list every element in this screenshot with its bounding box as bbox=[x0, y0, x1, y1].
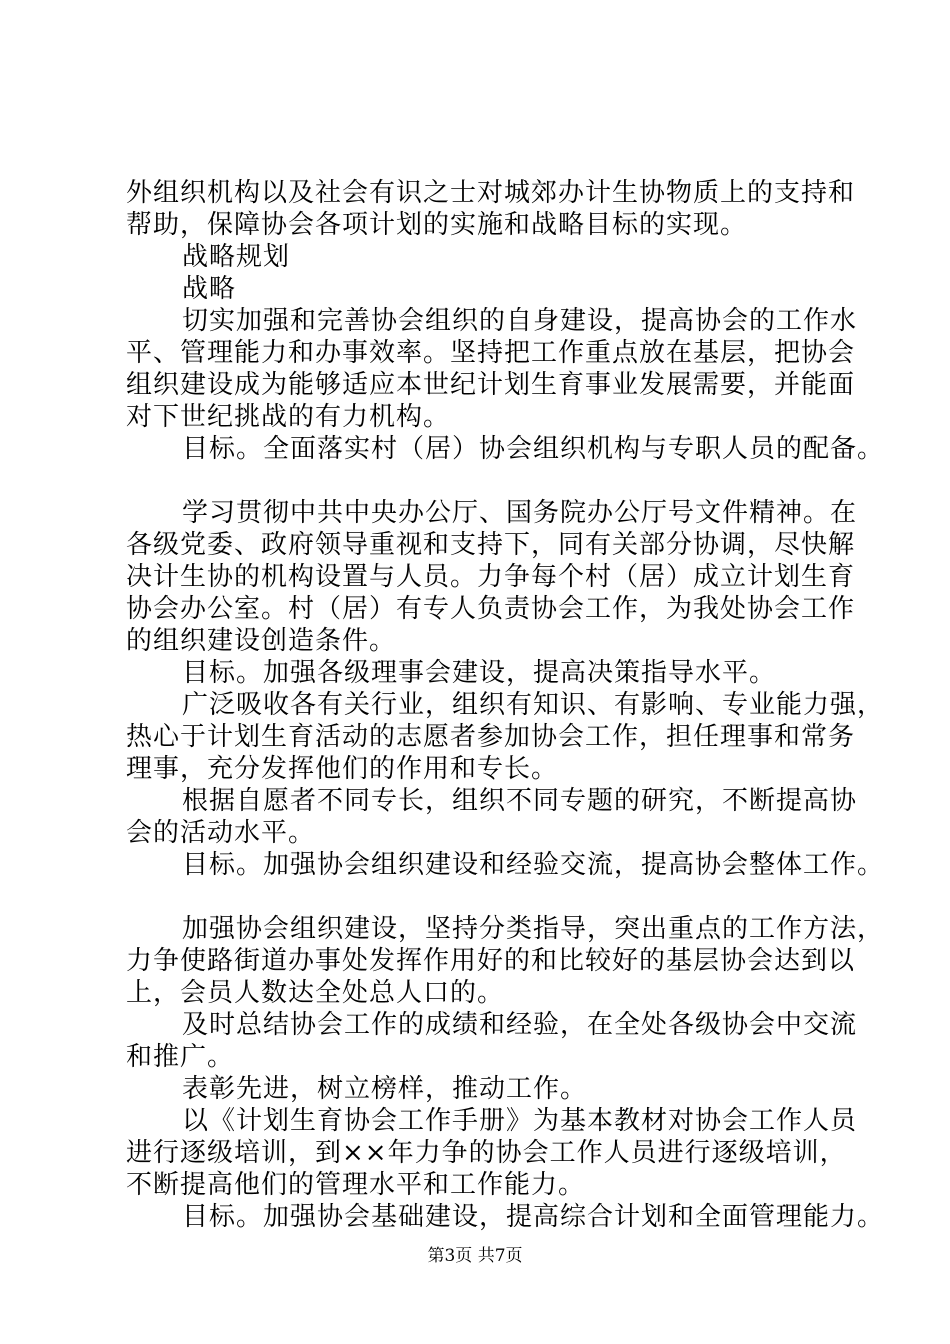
text-line: 战略 bbox=[182, 274, 237, 304]
text-line: 外组织机构以及社会有识之士对城郊办计生协物质上的支持和 bbox=[126, 178, 856, 208]
page-footer: 第3页 共7页 bbox=[427, 1246, 523, 1266]
text-line: 平、管理能力和办事效率。坚持把工作重点放在基层，把协会 bbox=[126, 338, 856, 368]
blank-line bbox=[126, 465, 836, 497]
text-line: 根据自愿者不同专长，组织不同专题的研究，不断提高协 bbox=[182, 786, 858, 816]
text-line: 不断提高他们的管理水平和工作能力。 bbox=[126, 1170, 586, 1200]
blank-line bbox=[126, 881, 836, 913]
text-line: 目标。全面落实村（居）协会组织机构与专职人员的配备。 bbox=[182, 434, 885, 464]
text-line: 进行逐级培训，到××年力争的协会工作人员进行逐级培训， bbox=[126, 1138, 847, 1168]
text-line: 组织建设成为能够适应本世纪计划生育事业发展需要，并能面 bbox=[126, 370, 856, 400]
text-line: 学习贯彻中共中央办公厅、国务院办公厅号文件精神。在 bbox=[182, 498, 858, 528]
text-line: 的组织建设创造条件。 bbox=[126, 626, 397, 656]
text-line: 切实加强和完善协会组织的自身建设，提高协会的工作水 bbox=[182, 306, 858, 336]
text-line: 决计生协的机构设置与人员。力争每个村（居）成立计划生育 bbox=[126, 562, 856, 592]
text-line: 热心于计划生育活动的志愿者参加协会工作，担任理事和常务 bbox=[126, 722, 856, 752]
text-line: 帮助，保障协会各项计划的实施和战略目标的实现。 bbox=[126, 210, 748, 240]
text-line: 及时总结协会工作的成绩和经验，在全处各级协会中交流 bbox=[182, 1010, 858, 1040]
text-line: 会的活动水平。 bbox=[126, 818, 316, 848]
text-line: 目标。加强协会基础建设，提高综合计划和全面管理能力。 bbox=[182, 1202, 885, 1232]
text-line: 理事，充分发挥他们的作用和专长。 bbox=[126, 754, 559, 784]
text-line: 力争使路街道办事处发挥作用好的和比较好的基层协会达到以 bbox=[126, 946, 856, 976]
document-body bbox=[126, 177, 885, 1233]
text-line: 协会办公室。村（居）有专人负责协会工作，为我处协会工作 bbox=[126, 594, 856, 624]
text-line: 表彰先进，树立榜样，推动工作。 bbox=[182, 1074, 588, 1104]
text-line: 战略规划 bbox=[182, 242, 291, 272]
text-line: 和推广。 bbox=[126, 1042, 235, 1072]
text-line: 目标。加强各级理事会建设，提高决策指导水平。 bbox=[182, 658, 777, 688]
text-line: 加强协会组织建设，坚持分类指导，突出重点的工作方法， bbox=[182, 914, 885, 944]
text-line: 上，会员人数达全处总人口的。 bbox=[126, 978, 505, 1008]
text-line: 对下世纪挑战的有力机构。 bbox=[126, 402, 451, 432]
text-line: 目标。加强协会组织建设和经验交流，提高协会整体工作。 bbox=[182, 850, 885, 880]
text-line: 以《计划生育协会工作手册》为基本教材对协会工作人员 bbox=[182, 1106, 858, 1136]
text-line: 各级党委、政府领导重视和支持下，同有关部分协调，尽快解 bbox=[126, 530, 856, 560]
text-line: 广泛吸收各有关行业，组织有知识、有影响、专业能力强， bbox=[182, 690, 885, 720]
